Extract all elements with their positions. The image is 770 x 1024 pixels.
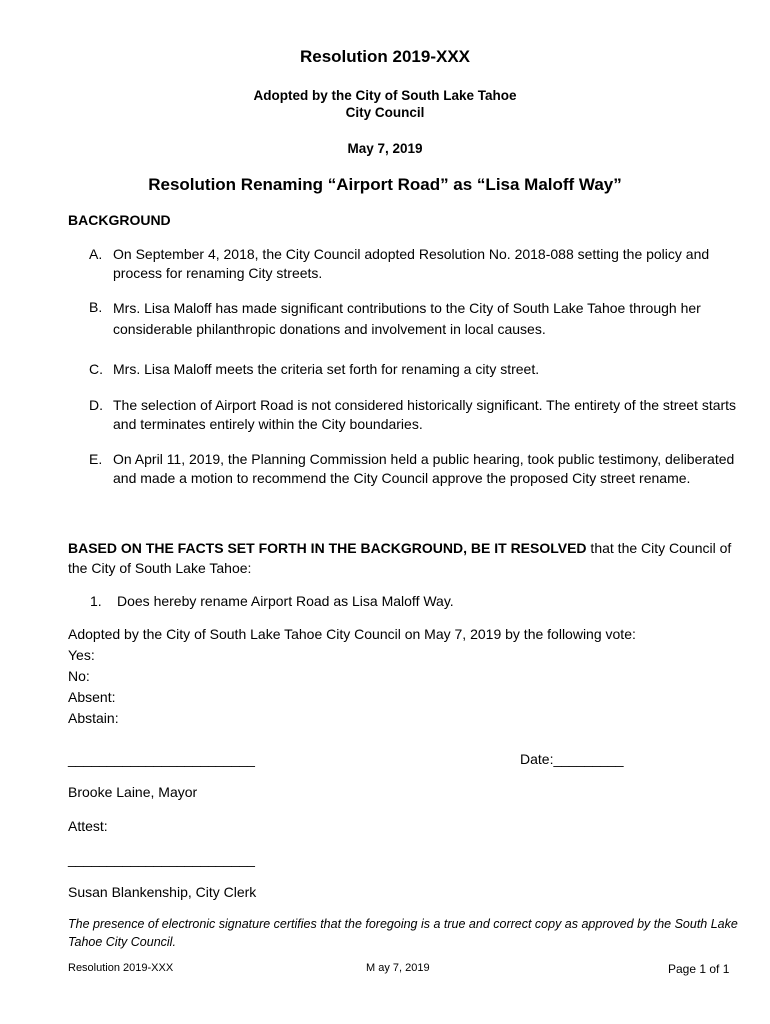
resolution-item-text: Does hereby rename Airport Road as Lisa Maloff Way. (117, 593, 454, 609)
footer-page-number: Page 1 of 1 (668, 962, 730, 976)
vote-absent: Absent: (68, 689, 116, 705)
mayor-signature-line[interactable]: ________________________ (68, 751, 255, 767)
resolved-clause (68, 538, 748, 578)
background-item-letter: D. (89, 397, 103, 413)
attest-label: Attest: (68, 818, 108, 834)
background-item-letter: B. (89, 299, 103, 315)
background-item-text: Mrs. Lisa Maloff has made significant contributions to the City of South Lake Tahoe through her considerable philanthropic donations and involvement in local causes. (113, 300, 701, 337)
vote-no: No: (68, 668, 90, 684)
council-line: City Council (345, 105, 425, 120)
resolution-item-number: 1. (90, 593, 102, 609)
resolution-item (90, 593, 454, 609)
background-item-text: Mrs. Lisa Maloff meets the criteria set forth for renaming a city street. (113, 361, 540, 377)
background-item-letter: A. (89, 246, 103, 262)
vote-intro: Adopted by the City of South Lake Tahoe City Council on May 7, 2019 by the following vote: (68, 626, 636, 642)
vote-yes: Yes: (68, 647, 95, 663)
background-item-text: The selection of Airport Road is not considered historically significant. The entirety of the street starts and terminates entirely within the City boundaries. (113, 397, 737, 432)
footer-date: M ay 7, 2019 (366, 962, 430, 974)
background-item-text: On April 11, 2019, the Planning Commission held a public hearing, took public testimony, deliberated and made a motion to recommend the City Council approve the proposed City street rename. (113, 451, 735, 486)
vote-abstain: Abstain: (68, 710, 119, 726)
background-item-text: On September 4, 2018, the City Council adopted Resolution No. 2018-088 setting the policy and process for renaming City streets. (113, 246, 710, 281)
resolved-clause-bold: BASED ON THE FACTS SET FORTH IN THE BACKGROUND, BE IT RESOLVED (68, 540, 587, 556)
resolved-clause-rest: that the City Council of the City of South Lake Tahoe: (68, 540, 732, 576)
resolution-date: May 7, 2019 (347, 141, 423, 156)
footer-left: Resolution 2019-XXX (68, 962, 174, 974)
clerk-signature-line[interactable]: ________________________ (68, 851, 255, 867)
mayor-name: Brooke Laine, Mayor (68, 784, 198, 800)
certification-note: The presence of electronic signature certifies that the foregoing is a true and correct copy as approved by the South Lake Tahoe City Council. (68, 917, 738, 949)
background-heading: BACKGROUND (68, 212, 171, 228)
clerk-name: Susan Blankenship, City Clerk (68, 884, 257, 900)
subject-title: Resolution Renaming “Airport Road” as “Lisa Maloff Way” (148, 175, 622, 194)
adopted-by-line: Adopted by the City of South Lake Tahoe (253, 88, 517, 103)
resolution-title: Resolution 2019-XXX (299, 47, 471, 66)
background-item-letter: C. (89, 361, 103, 377)
background-item-letter: E. (89, 451, 103, 467)
date-field[interactable]: Date:_________ (520, 751, 624, 767)
